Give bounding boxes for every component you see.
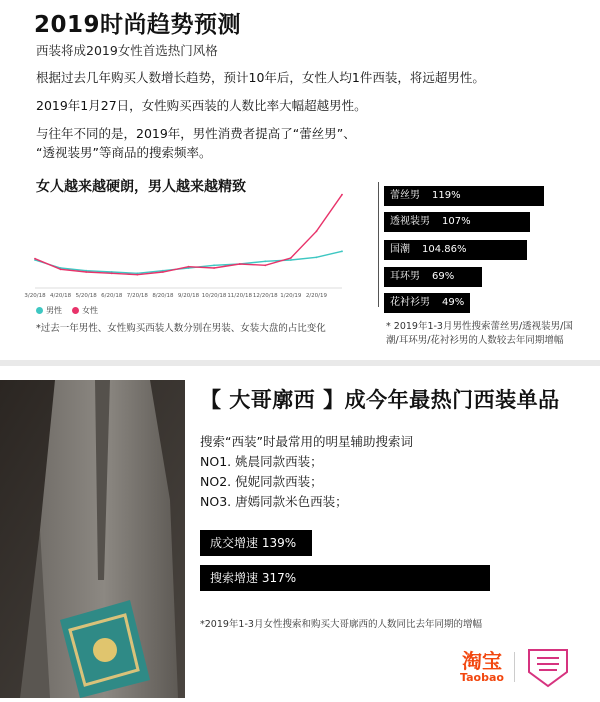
page-subtitle: 西装将成2019女性首选热门风格	[36, 43, 218, 58]
growth-bar-label: 搜索增速	[210, 571, 259, 585]
bar-item-guochao	[384, 240, 527, 260]
x-tick-label: 5/20/18	[75, 293, 97, 299]
section2-subtitle: 搜索“西装”时最常用的明星辅助搜索词	[200, 434, 413, 449]
bar-item-earring	[384, 267, 482, 287]
x-tick-label: 10/20/18	[201, 293, 227, 299]
x-tick-label: 2/20/19	[305, 293, 328, 299]
bar-value: 49%	[442, 297, 465, 308]
bar-item-floral-shirt	[384, 293, 470, 313]
data-point	[213, 264, 215, 266]
growth-bar-search	[200, 565, 490, 591]
ranking-item-1: NO1. 姚晨同款西装；	[200, 454, 323, 469]
data-point	[60, 268, 62, 270]
bar-list-axis	[378, 182, 379, 307]
bar-label: 蕾丝男	[390, 190, 420, 201]
bar-value: 107%	[442, 216, 471, 227]
ranking-item-3: NO3. 唐嫣同款米色西装；	[200, 494, 348, 509]
data-point	[316, 256, 318, 258]
intro-paragraph-3-line-2: “透视装男”等商品的搜索频率。	[36, 145, 212, 160]
data-point	[264, 260, 266, 262]
bar-label: 国潮	[390, 244, 410, 255]
x-tick-label: 1/20/19	[280, 293, 302, 299]
legend-item-male	[36, 305, 62, 316]
x-tick-label: 6/20/18	[101, 293, 123, 299]
page-title: 2019时尚趋势预测	[34, 12, 242, 38]
model-photo	[0, 380, 185, 698]
taobao-logo-cn: 淘宝	[461, 649, 502, 673]
taobao-logo	[460, 650, 504, 684]
section2-note: *2019年1-3月女性搜索和购买大哥廓西的人数同比去年同期的增幅	[200, 619, 482, 630]
data-point	[264, 264, 266, 266]
data-point	[341, 250, 343, 252]
data-point	[136, 274, 138, 276]
intro-paragraph-1: 根据过去几年购买人数增长趋势，预计10年后，女性人均1件西装，将远超男性。	[36, 70, 485, 85]
x-tick-label: 9/20/18	[177, 293, 200, 299]
legend-label-male: 男性	[46, 306, 62, 315]
x-tick-label: 8/20/18	[152, 293, 174, 299]
bar-value: 104.86%	[422, 244, 467, 255]
data-point	[213, 267, 215, 269]
chart-legend	[36, 305, 98, 316]
bar-value: 119%	[432, 190, 461, 201]
data-point	[34, 258, 36, 260]
ranking-item-2: NO2. 倪妮同款西装；	[200, 474, 323, 489]
intro-paragraph-2: 2019年1月27日，女性购买西装的人数比率大幅超越男性。	[36, 98, 367, 113]
data-point	[316, 230, 318, 232]
line-chart	[24, 182, 350, 302]
bar-item-lace	[384, 186, 544, 206]
legend-item-female	[72, 305, 98, 316]
data-point	[239, 263, 241, 265]
legend-swatch-male	[36, 307, 43, 314]
taobao-logo-en: Taobao	[460, 671, 504, 684]
section-divider	[0, 360, 600, 366]
data-point	[188, 266, 190, 268]
x-tick-label: 7/20/18	[126, 293, 148, 299]
section2-title: 【 大哥廓西 】成今年最热门西装单品	[200, 388, 560, 412]
legend-swatch-female	[72, 307, 79, 314]
bar-note-line-1: * 2019年1-3月男性搜索蕾丝男/透视装男/国	[386, 321, 573, 332]
bar-label: 耳环男	[390, 271, 420, 282]
bar-note-line-2: 潮/耳环男/花衬衫男的人数较去年同期增幅	[386, 335, 564, 346]
legend-label-female: 女性	[82, 306, 98, 315]
footer-logos	[460, 646, 571, 688]
fashion-badge-logo	[525, 646, 571, 688]
x-tick-label: 3/20/18	[24, 293, 46, 299]
bar-list-note	[386, 320, 576, 348]
bar-item-sheer	[384, 212, 530, 232]
growth-bar-value: 139%	[261, 536, 297, 550]
bar-label: 花衬衫男	[390, 297, 430, 308]
x-tick-label: 12/20/18	[252, 293, 278, 299]
series-line-female	[35, 195, 342, 275]
line-chart-title: 女人越来越硬朗，男人越来越精致	[36, 179, 246, 195]
growth-bar-deal	[200, 530, 312, 556]
bar-label: 透视装男	[390, 216, 430, 227]
intro-paragraph-3-line-1: 与往年不同的是，2019年，男性消费者提高了“蕾丝男”、	[36, 126, 356, 141]
data-point	[85, 271, 87, 273]
series-line-male	[35, 251, 342, 273]
growth-bar-value: 317%	[261, 571, 297, 585]
x-tick-label: 4/20/18	[49, 293, 72, 299]
x-tick-label: 11/20/18	[227, 293, 253, 299]
data-point	[162, 271, 164, 273]
data-point	[290, 259, 292, 261]
logo-separator	[514, 652, 515, 682]
data-point	[111, 272, 113, 274]
data-point	[341, 194, 343, 196]
growth-bar-label: 成交增速	[210, 536, 259, 550]
data-point	[290, 257, 292, 259]
intro-paragraph-3	[36, 124, 456, 162]
line-chart-note: *过去一年男性、女性购买西装人数分别在男装、女装大盘的占比变化	[36, 323, 326, 334]
bar-value: 69%	[432, 271, 455, 282]
model-photo-illustration	[0, 380, 185, 698]
